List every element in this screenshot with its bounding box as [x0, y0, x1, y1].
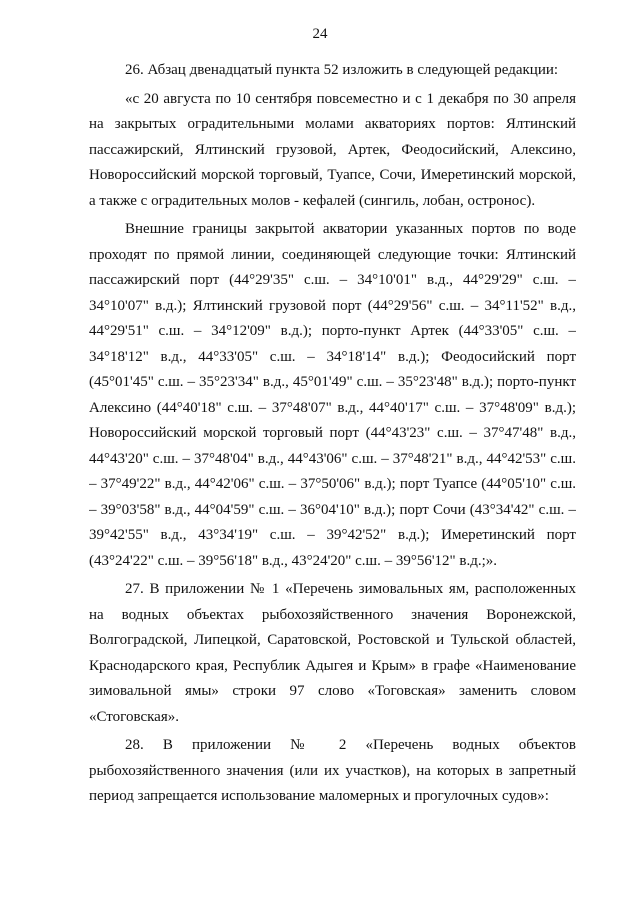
paragraph — [89, 87, 576, 215]
text-line: Внешние границы закрытой акватории указанных портов по воде — [125, 221, 576, 237]
text-line: Новороссийский морской торговый порт (44°43'23" с.ш. – 37°47'48" в.д., — [89, 425, 576, 441]
page-number: 24 — [312, 26, 328, 42]
text-line: 26. Абзац двенадцатый пункта 52 изложить в следующей редакции: — [125, 62, 559, 78]
text-line: 34°10'07" в.д.); Ялтинский грузовой порт (44°29'56" с.ш. – 34°11'52" в.д., — [89, 297, 576, 314]
text-line: – 37°49'22" в.д., 44°42'06" с.ш. – 37°50'06" в.д.); порт Туапсе (44°05'10" с.ш. — [89, 476, 576, 492]
text-line: 27. В приложении № 1 «Перечень зимовальных ям, расположенных — [125, 581, 576, 597]
text-line: проходят по прямой линии, соединяющей следующие точки: Ялтинский — [89, 246, 576, 263]
text-line: Краснодарского края, Республик Адыгея и Крым» в графе «Наименование — [89, 657, 576, 674]
text-line: Новороссийский морской торговый, Туапсе, Сочи, Имеретинский морской, — [89, 167, 576, 183]
text-line: а также с оградительных молов - кефалей (сингиль, лобан, остронос). — [89, 192, 536, 209]
paragraph — [89, 733, 576, 810]
text-line: 44°43'20" с.ш. – 37°48'04" в.д., 44°43'06" с.ш. – 37°48'21" в.д., 44°42'53" с.ш. — [89, 450, 576, 467]
text-line: Волгоградской, Липецкой, Саратовской, Ростовской и Тульской областей, — [89, 632, 576, 648]
text-line: 44°29'51" с.ш. – 34°12'09" в.д.); порто-пункт Артек (44°33'05" с.ш. – — [89, 323, 576, 339]
text-line: период запрещается использование маломерных и прогулочных судов»: — [89, 788, 549, 804]
text-line: на водных объектах рыбохозяйственного значения Воронежской, — [89, 606, 576, 623]
text-line: 34°18'12" в.д., 44°33'05" с.ш. – 34°18'14" в.д.); Феодосийский порт — [89, 348, 576, 365]
text-line: зимовальной ямы» строки 97 слово «Тоговская» заменить словом — [89, 683, 576, 699]
text-line: 39°42'55" в.д., 43°34'19" с.ш. – 39°42'52" в.д.); Имеретинский порт — [89, 527, 576, 543]
text-line: (45°01'45" с.ш. – 35°23'34" в.д., 45°01'49" с.ш. – 35°23'48" в.д.); порто-пункт — [89, 374, 576, 390]
document-body — [89, 58, 576, 810]
text-line: «с 20 августа по 10 сентября повсеместно и с 1 декабря по 30 апреля — [125, 90, 576, 107]
text-line: 28. В приложении № 2 «Перечень водных объектов — [125, 737, 576, 753]
text-line: пассажирский порт (44°29'35" с.ш. – 34°10'01" в.д., 44°29'29" с.ш. – — [89, 272, 576, 288]
text-line: пассажирский, Ялтинский грузовой, Артек, Феодосийский, Алексино, — [89, 141, 576, 158]
text-line: Алексино (44°40'18" с.ш. – 37°48'07" в.д., 44°40'17" с.ш. – 37°48'09" в.д.); — [89, 399, 576, 416]
text-line: – 39°03'58" в.д., 44°04'59" с.ш. – 36°04'10" в.д.); порт Сочи (43°34'42" с.ш. – — [89, 501, 576, 518]
text-line: (43°24'22" с.ш. – 39°56'18" в.д., 43°24'20" с.ш. – 39°56'12" в.д.;». — [89, 552, 498, 569]
paragraph — [89, 577, 576, 730]
text-line: рыбохозяйственного значения (или их участков), на которых в запретный — [89, 762, 576, 779]
paragraph — [89, 217, 576, 574]
text-line: на закрытых оградительными молами акваториях портов: Ялтинский — [89, 116, 576, 132]
text-line: «Стоговская». — [89, 708, 179, 725]
paragraph — [89, 58, 576, 84]
